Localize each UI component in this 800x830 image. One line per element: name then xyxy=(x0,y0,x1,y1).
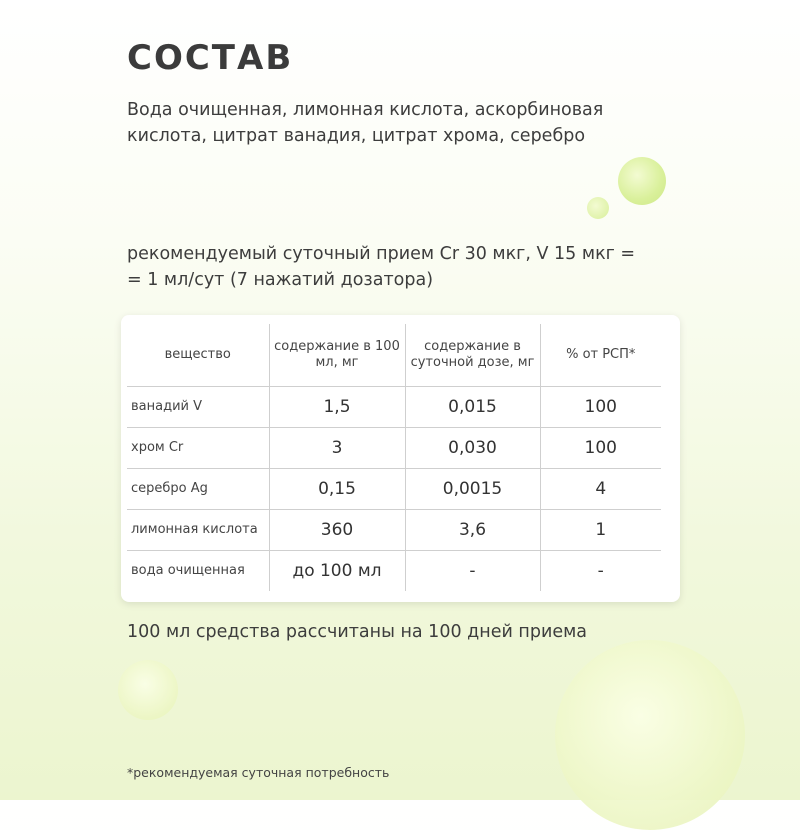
table-row xyxy=(127,469,661,510)
cell-per-dose: 0,0015 xyxy=(405,469,540,510)
decorative-sphere xyxy=(118,660,178,720)
footnote: *рекомендуемая суточная потребность xyxy=(127,765,390,780)
cell-per-100ml: 0,15 xyxy=(269,469,405,510)
decorative-sphere-small xyxy=(587,197,609,219)
dose-line-1: рекомендуемый суточный прием Cr 30 мкг, V 15 мкг = xyxy=(127,244,636,264)
header-per-100ml: содержание в 100 мл, мг xyxy=(269,324,405,387)
dose-text xyxy=(127,241,687,293)
course-note: 100 мл средства рассчитаны на 100 дней приема xyxy=(127,622,588,642)
dose-line-2: = 1 мл/сут (7 нажатий дозатора) xyxy=(127,270,434,290)
cell-percent: 1 xyxy=(540,510,661,551)
table-row xyxy=(127,551,661,592)
cell-substance: вода очищенная xyxy=(131,563,245,578)
cell-substance: ванадий V xyxy=(127,387,269,428)
header-substance: вещество xyxy=(127,324,269,387)
cell-substance: серебро Ag xyxy=(127,469,269,510)
composition-text: Вода очищенная, лимонная кислота, аскорбиновая кислота, цитрат ванадия, цитрат хрома, серебро xyxy=(127,100,604,146)
cell-per-dose: 3,6 xyxy=(405,510,540,551)
cell-percent: 100 xyxy=(540,428,661,469)
decorative-sphere xyxy=(618,157,666,205)
cell-percent: 100 xyxy=(540,387,661,428)
cell-per-100ml: 360 xyxy=(269,510,405,551)
table-row xyxy=(127,428,661,469)
cell-substance: хром Cr xyxy=(127,428,269,469)
page-title: СОСТАВ xyxy=(127,38,294,78)
cell-per-dose: - xyxy=(405,551,540,592)
header-per-daily-dose: содержание в суточной дозе, мг xyxy=(405,324,540,387)
decorative-sphere-large xyxy=(555,640,745,830)
cell-percent: 4 xyxy=(540,469,661,510)
cell-percent: - xyxy=(540,551,661,592)
composition-table-card xyxy=(121,315,680,602)
cell-per-dose: 0,030 xyxy=(405,428,540,469)
composition-table xyxy=(127,324,661,591)
cell-per-100ml: до 100 мл xyxy=(269,551,405,592)
cell-substance: лимонная кислота xyxy=(127,510,269,551)
table-row xyxy=(127,510,661,551)
table-header-row xyxy=(127,324,661,387)
header-percent-rsp: % от РСП* xyxy=(540,324,661,387)
cell-per-100ml: 3 xyxy=(269,428,405,469)
cell-per-100ml: 1,5 xyxy=(269,387,405,428)
table-row xyxy=(127,387,661,428)
cell-per-dose: 0,015 xyxy=(405,387,540,428)
